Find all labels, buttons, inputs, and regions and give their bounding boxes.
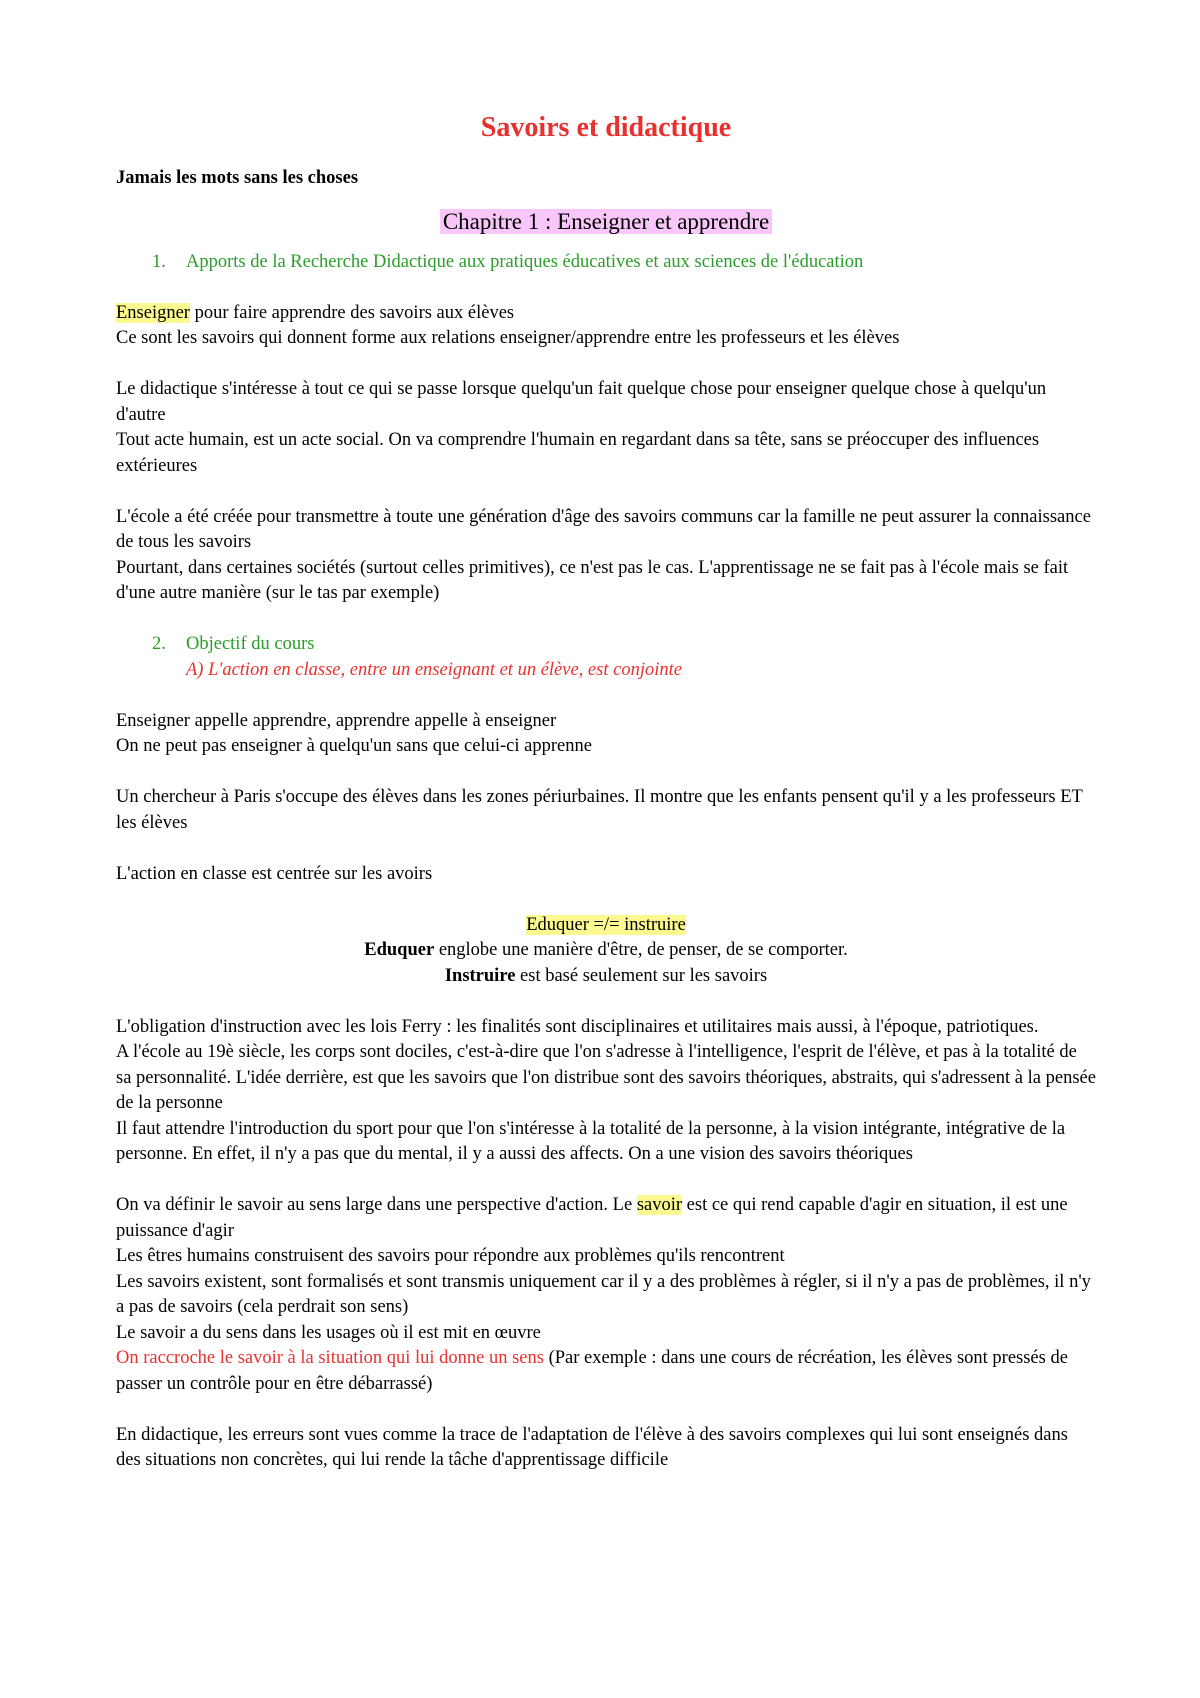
eduquer-term: Eduquer [364,940,435,960]
section-2-heading [116,632,1096,658]
highlight-enseigner: Enseigner [116,302,190,323]
paragraph-1-rest: pour faire apprendre des savoirs aux élèves [189,302,515,323]
eduquer-line-1 [116,938,1096,964]
paragraph-8e-red: On raccroche le savoir à la situation qui lui donne un sens [116,1348,544,1368]
paragraph-7a: L'obligation d'instruction avec les lois Ferry : les finalités sont disciplinaires et utilitaires mais aussi, à l'époque, patriotiques. [116,1016,1039,1037]
document-body [116,110,1096,1474]
section-1-text: Apports de la Recherche Didactique aux pratiques éducatives et aux sciences de l'éducation [186,251,864,272]
chapter-heading-text: Chapitre 1 : Enseigner et apprendre [440,209,772,234]
paragraph-7c: Il faut attendre l'introduction du sport pour que l'on s'intéresse à la totalité de la personne, à la vision intégrante, intégrative de la personne. En effet, il n'y a pas que du mental, il y a aussi des affects. On a une vision des savoirs théoriques [116,1118,1066,1164]
paragraph-3b: Pourtant, dans certaines sociétés (surtout celles primitives), ce n'est pas le cas. L'apprentissage ne se fait pas à l'école mais se fait d'une autre manière (sur le tas par exemple) [116,557,1069,603]
instruire-term: Instruire [444,965,516,986]
paragraph-8e [116,1346,1096,1397]
paragraph-7b: A l'école au 19è siècle, les corps sont dociles, c'est-à-dire que l'on s'adresse à l'intelligence, l'esprit de l'élève, et pas à la totalité de sa personnalité. L'idée derrière, est que les savoirs que l'on distribue sont des savoirs théoriques, abstraits, qui s'adressent à la pensée de la personne [116,1042,1096,1113]
paragraph-6: L'action en classe est centrée sur les avoirs [116,863,433,884]
section-2-subheading: A) L'action en classe, entre un enseignant et un élève, est conjointe [186,659,682,680]
section-2-text: Objectif du cours [186,634,315,654]
document-subtitle: Jamais les mots sans les choses [116,168,359,188]
document-title: Savoirs et didactique [480,112,732,143]
paragraph-1-line-2: Ce sont les savoirs qui donnent forme aux relations enseigner/apprendre entre les professeurs et les élèves [116,328,900,348]
paragraph-8e-rest: (Par exemple : dans une cours de récréation, les élèves sont pressés de passer un contrôle pour en être débarrassé) [116,1348,1068,1394]
instruire-definition: est basé seulement sur les savoirs [515,965,768,986]
paragraph-8a [116,1193,1096,1244]
paragraph-4a: Enseigner appelle apprendre, apprendre appelle à enseigner [116,710,557,731]
section-2-number: 2. [152,634,166,654]
paragraph-8a-post: est ce qui rend capable d'agir en situation, il est une puissance d'agir [116,1195,1068,1241]
paragraph-8d: Le savoir a du sens dans les usages où il est mit en œuvre [116,1322,541,1343]
paragraph-2b: Tout acte humain, est un acte social. On va comprendre l'humain en regardant dans sa tête, sans se préoccuper des influences extérieures [116,430,1040,476]
paragraph-8c: Les savoirs existent, sont formalisés et sont transmis uniquement car il y a des problèmes à régler, si il n'y a pas de problèmes, il n'y a pas de savoirs (cela perdrait son sens) [116,1271,1091,1317]
paragraph-8a-pre: On va définir le savoir au sens large dans une perspective d'action. Le [116,1195,637,1215]
highlight-savoir: savoir [636,1195,683,1215]
eduquer-heading [116,913,1096,939]
paragraph-8b: Les êtres humains construisent des savoirs pour répondre aux problèmes qu'ils rencontrent [116,1246,785,1266]
paragraph-9: En didactique, les erreurs sont vues comme la trace de l'adaptation de l'élève à des savoirs complexes qui lui sont enseignés dans des situations non concrètes, qui lui rende la tâche d'apprentissage difficile [116,1424,1068,1470]
section-1-heading [116,250,1096,276]
eduquer-heading-text: Eduquer =/= instruire [526,914,686,935]
eduquer-definition: englobe une manière d'être, de penser, de se comporter. [434,940,848,960]
paragraph-2a: Le didactique s'intéresse à tout ce qui se passe lorsque quelqu'un fait quelque chose pour enseigner quelque chose à quelqu'un d'autre [116,379,1047,425]
paragraph-4b: On ne peut pas enseigner à quelqu'un sans que celui-ci apprenne [116,736,592,756]
paragraph-1-line-1 [116,301,1096,327]
section-1-number: 1. [152,251,166,272]
chapter-heading [116,206,1096,238]
paragraph-5: Un chercheur à Paris s'occupe des élèves dans les zones périurbaines. Il montre que les enfants pensent qu'il y a les professeurs ET les élèves [116,787,1083,833]
paragraph-3a: L'école a été créée pour transmettre à toute une génération d'âge des savoirs communs car la famille ne peut assurer la connaissance de tous les savoirs [116,506,1091,552]
eduquer-line-2 [116,964,1096,990]
